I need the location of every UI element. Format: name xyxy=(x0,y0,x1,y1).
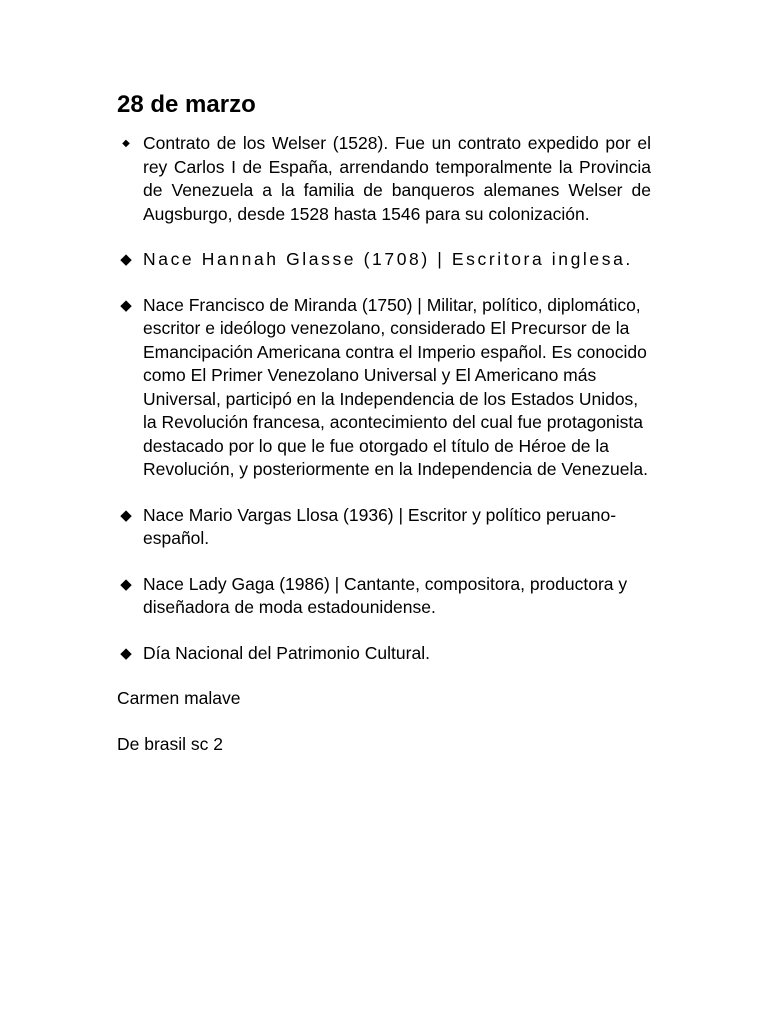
diamond-bullet-icon: ◆ xyxy=(120,251,132,268)
signature-text: Carmen malave xyxy=(117,688,241,708)
diamond-bullet-icon: ◆ xyxy=(120,575,132,593)
list-item-vargas-llosa xyxy=(117,504,651,551)
list-item-text: Día Nacional del Patrimonio Cultural. xyxy=(143,642,430,663)
list-item-patrimonio xyxy=(117,642,651,666)
location-text: De brasil sc 2 xyxy=(117,733,224,754)
list-item-text: Nace Lady Gaga (1986) | Cantante, compositora, productora y diseñadora de moda estadounidense. xyxy=(143,573,628,617)
list-item-text: Contrato de los Welser (1528). Fue un contrato expedido por el rey Carlos I de España, arrendando temporalmente la Provincia de Venezuela a la familia de banqueros alemanes Welser de Augsburgo, desde 1528 hasta 1546 para su colonización. xyxy=(143,133,651,224)
list-item-welser xyxy=(117,132,651,226)
list-item-glasse xyxy=(117,248,651,272)
document-page xyxy=(117,90,651,778)
list-item-text: Nace Mario Vargas Llosa (1936) | Escritor y político peruano-español. xyxy=(143,504,617,548)
diamond-bullet-icon: ◆ xyxy=(120,296,132,314)
list-item-text: Nace Hannah Glasse (1708) | Escritora inglesa. xyxy=(143,249,633,269)
page-title: 28 de marzo xyxy=(117,91,256,118)
diamond-bullet-icon: ◆ xyxy=(122,138,130,149)
diamond-bullet-icon: ◆ xyxy=(120,506,132,524)
diamond-bullet-icon: ◆ xyxy=(120,644,132,662)
list-item-text: Nace Francisco de Miranda (1750) | Militar, político, diplomático, escritor e ideólogo venezolano, considerado El Precursor de la Emancipación Americana contra el Imperio español. Es conocido como El Primer Venezolano Universal y El Americano más Universal, participó en la Independencia de los Estados Unidos, la Revolución francesa, acontecimiento del cual fue protagonista destacado por lo que le fue otorgado el título de Héroe de la Revolución, y posteriormente en la Independencia de Venezuela. xyxy=(143,294,648,479)
list-item-miranda xyxy=(117,294,651,482)
list-item-lady-gaga xyxy=(117,573,651,620)
